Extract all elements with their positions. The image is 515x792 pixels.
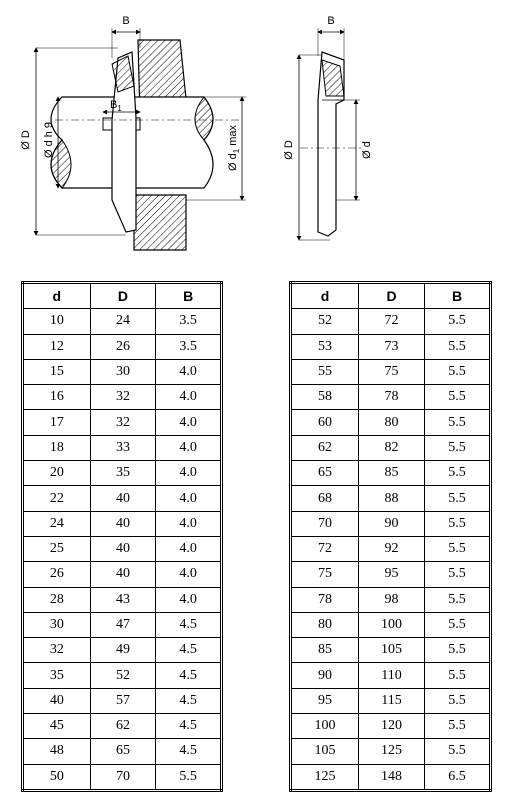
table-cell: 55	[291, 359, 359, 384]
table-cell: 78	[359, 385, 425, 410]
table-cell: 62	[90, 714, 156, 739]
column-header: D	[90, 283, 156, 309]
table-cell: 105	[359, 638, 425, 663]
table-row	[291, 359, 491, 384]
table-cell: 16	[23, 385, 91, 410]
table-cell: 4.0	[156, 511, 222, 536]
table-row	[291, 688, 491, 713]
table-cell: 4.0	[156, 536, 222, 561]
table-row	[23, 486, 222, 511]
table-cell: 17	[23, 410, 91, 435]
table-row	[291, 309, 491, 334]
dimension-table-right	[289, 281, 492, 792]
table-row	[23, 435, 222, 460]
table-row	[23, 638, 222, 663]
table-cell: 40	[23, 688, 91, 713]
table-cell: 24	[23, 511, 91, 536]
table-cell: 82	[359, 435, 425, 460]
table-cell: 5.5	[425, 562, 491, 587]
table-cell: 5.5	[425, 714, 491, 739]
table-cell: 4.5	[156, 663, 222, 688]
table-cell: 62	[291, 435, 359, 460]
table-row	[291, 334, 491, 359]
table-cell: 100	[359, 612, 425, 637]
table-row	[291, 587, 491, 612]
housing-lower	[134, 195, 186, 250]
table-row	[291, 536, 491, 561]
table-cell: 40	[90, 511, 156, 536]
table-cell: 6.5	[425, 764, 491, 790]
table-row	[23, 612, 222, 637]
table-cell: 43	[90, 587, 156, 612]
table-cell: 5.5	[425, 587, 491, 612]
label-b1: $B_1$	[110, 99, 122, 113]
table-row	[291, 638, 491, 663]
table-cell: 50	[23, 764, 91, 790]
table-cell: 5.5	[156, 764, 222, 790]
table-cell: 4.0	[156, 410, 222, 435]
table-cell: 4.0	[156, 486, 222, 511]
table-row	[23, 536, 222, 561]
table-cell: 32	[90, 410, 156, 435]
table-row	[23, 334, 222, 359]
table-cell: 125	[291, 764, 359, 790]
table-cell: 120	[359, 714, 425, 739]
table-cell: 72	[359, 309, 425, 334]
table-cell: 70	[291, 511, 359, 536]
table-cell: 48	[23, 739, 91, 764]
table-cell: 57	[90, 688, 156, 713]
table-cell: 58	[291, 385, 359, 410]
table-cell: 4.0	[156, 562, 222, 587]
table-cell: 25	[23, 536, 91, 561]
table-cell: 4.0	[156, 587, 222, 612]
table-cell: 75	[291, 562, 359, 587]
table-cell: 98	[359, 587, 425, 612]
table-row	[291, 385, 491, 410]
table-cell: 35	[23, 663, 91, 688]
table-row	[291, 714, 491, 739]
table-row	[23, 562, 222, 587]
table-cell: 110	[359, 663, 425, 688]
table-row	[291, 663, 491, 688]
label-max-diameter: Ø $d_1$ max	[227, 124, 241, 172]
table-cell: 53	[291, 334, 359, 359]
label-ring-b: B	[327, 15, 335, 27]
table-cell: 5.5	[425, 511, 491, 536]
table-row	[23, 385, 222, 410]
table-cell: 70	[90, 764, 156, 790]
column-header: d	[291, 283, 359, 309]
table-cell: 4.0	[156, 359, 222, 384]
table-row	[23, 688, 222, 713]
table-cell: 5.5	[425, 385, 491, 410]
table-cell: 4.5	[156, 612, 222, 637]
table-row	[23, 359, 222, 384]
table-cell: 75	[359, 359, 425, 384]
column-header: d	[23, 283, 91, 309]
table-row	[291, 612, 491, 637]
table-cell: 5.5	[425, 334, 491, 359]
table-row	[291, 435, 491, 460]
table-cell: 5.5	[425, 638, 491, 663]
table-cell: 28	[23, 587, 91, 612]
table-cell: 52	[291, 309, 359, 334]
table-cell: 5.5	[425, 688, 491, 713]
label-b-top: B	[122, 15, 130, 27]
table-cell: 68	[291, 486, 359, 511]
table-row	[23, 739, 222, 764]
table-row	[291, 739, 491, 764]
label-shaft-diameter: Ø d h 9	[43, 121, 55, 159]
table-cell: 85	[359, 461, 425, 486]
table-row	[291, 410, 491, 435]
technical-drawing	[0, 0, 515, 262]
table-cell: 5.5	[425, 612, 491, 637]
table-cell: 24	[90, 309, 156, 334]
table-cell: 4.5	[156, 638, 222, 663]
table-cell: 65	[291, 461, 359, 486]
table-cell: 88	[359, 486, 425, 511]
table-row	[23, 764, 222, 790]
table-cell: 30	[90, 359, 156, 384]
table-cell: 100	[291, 714, 359, 739]
table-header-row	[23, 283, 222, 309]
table-cell: 4.0	[156, 461, 222, 486]
table-cell: 3.5	[156, 309, 222, 334]
table-cell: 32	[23, 638, 91, 663]
table-cell: 47	[90, 612, 156, 637]
table-cell: 12	[23, 334, 91, 359]
table-cell: 73	[359, 334, 425, 359]
column-header: B	[425, 283, 491, 309]
table-cell: 105	[291, 739, 359, 764]
table-cell: 80	[359, 410, 425, 435]
table-cell: 90	[359, 511, 425, 536]
dimension-table-left	[21, 281, 223, 792]
table-cell: 85	[291, 638, 359, 663]
table-cell: 72	[291, 536, 359, 561]
table-cell: 95	[359, 562, 425, 587]
ring-drawing	[283, 15, 373, 240]
table-cell: 92	[359, 536, 425, 561]
table-cell: 5.5	[425, 536, 491, 561]
table-cell: 5.5	[425, 410, 491, 435]
table-cell: 45	[23, 714, 91, 739]
table-row	[291, 511, 491, 536]
table-row	[291, 562, 491, 587]
table-cell: 5.5	[425, 359, 491, 384]
table-cell: 65	[90, 739, 156, 764]
table-cell: 4.5	[156, 688, 222, 713]
column-header: D	[359, 283, 425, 309]
table-cell: 32	[90, 385, 156, 410]
table-cell: 5.5	[425, 309, 491, 334]
label-ring-inner-diameter: Ø d	[361, 141, 373, 159]
table-cell: 5.5	[425, 739, 491, 764]
column-header: B	[156, 283, 222, 309]
table-cell: 35	[90, 461, 156, 486]
table-cell: 52	[90, 663, 156, 688]
table-cell: 115	[359, 688, 425, 713]
table-cell: 5.5	[425, 486, 491, 511]
assembly-drawing	[20, 15, 246, 250]
table-cell: 18	[23, 435, 91, 460]
table-cell: 10	[23, 309, 91, 334]
table-cell: 30	[23, 612, 91, 637]
table-row	[23, 714, 222, 739]
table-cell: 4.5	[156, 714, 222, 739]
table-cell: 90	[291, 663, 359, 688]
table-cell: 60	[291, 410, 359, 435]
table-cell: 22	[23, 486, 91, 511]
table-cell: 49	[90, 638, 156, 663]
table-cell: 40	[90, 536, 156, 561]
table-cell: 148	[359, 764, 425, 790]
table-cell: 78	[291, 587, 359, 612]
table-row	[23, 410, 222, 435]
table-cell: 4.5	[156, 739, 222, 764]
table-cell: 40	[90, 486, 156, 511]
table-header-row	[291, 283, 491, 309]
table-cell: 5.5	[425, 435, 491, 460]
table-row	[23, 309, 222, 334]
table-cell: 5.5	[425, 461, 491, 486]
table-cell: 80	[291, 612, 359, 637]
table-row	[23, 663, 222, 688]
table-cell: 95	[291, 688, 359, 713]
table-row	[291, 461, 491, 486]
table-cell: 20	[23, 461, 91, 486]
table-cell: 40	[90, 562, 156, 587]
table-row	[23, 587, 222, 612]
table-cell: 3.5	[156, 334, 222, 359]
label-ring-outer-diameter: Ø D	[283, 140, 295, 160]
table-row	[23, 461, 222, 486]
label-outer-diameter: Ø D	[20, 130, 32, 150]
table-cell: 125	[359, 739, 425, 764]
table-cell: 4.0	[156, 385, 222, 410]
table-cell: 5.5	[425, 663, 491, 688]
table-row	[291, 486, 491, 511]
table-cell: 26	[90, 334, 156, 359]
table-cell: 15	[23, 359, 91, 384]
table-row	[23, 511, 222, 536]
table-cell: 4.0	[156, 435, 222, 460]
table-cell: 26	[23, 562, 91, 587]
table-row	[291, 764, 491, 790]
table-cell: 33	[90, 435, 156, 460]
